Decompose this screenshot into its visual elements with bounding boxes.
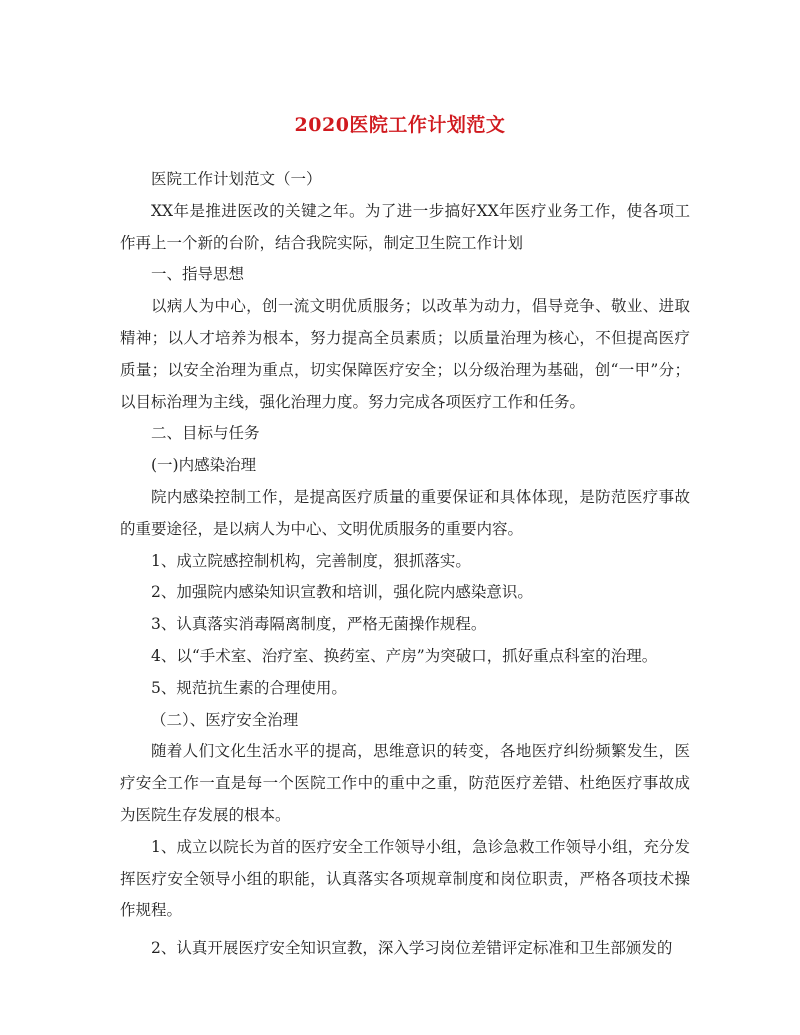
paragraph: 随着人们文化生活水平的提高，思维意识的转变，各地医疗纠纷频繁发生，医疗安全工作一直是每一个医院工作中的重中之重，防范医疗差错、杜绝医疗事故成为医院生存发展的根本。 bbox=[120, 742, 690, 824]
document-body bbox=[120, 164, 690, 965]
list-item: 1、成立以院长为首的医疗安全工作领导小组，急诊急救工作领导小组，充分发挥医疗安全领导小组的职能，认真落实各项规章制度和岗位职责，严格各项技术操作规程。 bbox=[120, 837, 690, 920]
list-item: 3、认真落实消毒隔离制度，严格无菌操作规程。 bbox=[151, 615, 487, 634]
paragraph: XX年是推进医改的关键之年。为了进一步搞好XX年医疗业务工作，使各项工作再上一个新的台阶，结合我院实际，制定卫生院工作计划 bbox=[120, 201, 690, 252]
list-item: 1、成立院感控制机构，完善制度，狠抓落实。 bbox=[151, 551, 471, 570]
list-item: 2、认真开展医疗安全知识宣教，深入学习岗位差错评定标准和卫生部颁发的 bbox=[151, 939, 673, 958]
paragraph: 以病人为中心，创一流文明优质服务；以改革为动力，倡导竞争、敬业、进取精神；以人才培养为根本，努力提高全员素质；以质量治理为核心，不但提高医疗质量；以安全治理为重点，切实保障医疗安全；以分级治理为基础，创“一甲”分；以目标治理为主线，强化治理力度。努力完成各项医疗工作和任务。 bbox=[120, 297, 690, 411]
list-item: 4、以“手术室、治疗室、换药室、产房”为突破口，抓好重点科室的治理。 bbox=[151, 646, 658, 665]
section-heading: 二、目标与任务 bbox=[151, 424, 260, 443]
section-heading: 一、指导思想 bbox=[151, 265, 245, 284]
list-item: 5、规范抗生素的合理使用。 bbox=[151, 678, 347, 697]
paragraph-heading: 医院工作计划范文（一） bbox=[151, 170, 322, 188]
list-item: 2、加强院内感染知识宣教和培训，强化院内感染意识。 bbox=[151, 583, 533, 602]
document-title: 2020医院工作计划范文 bbox=[294, 114, 506, 136]
subsection-heading: (一)内感染治理 bbox=[151, 456, 257, 475]
subsection-heading: （二）、医疗安全治理 bbox=[151, 710, 299, 729]
paragraph: 院内感染控制工作，是提高医疗质量的重要保证和具体体现，是防范医疗事故的重要途径，是以病人为中心、文明优质服务的重要内容。 bbox=[120, 487, 690, 538]
